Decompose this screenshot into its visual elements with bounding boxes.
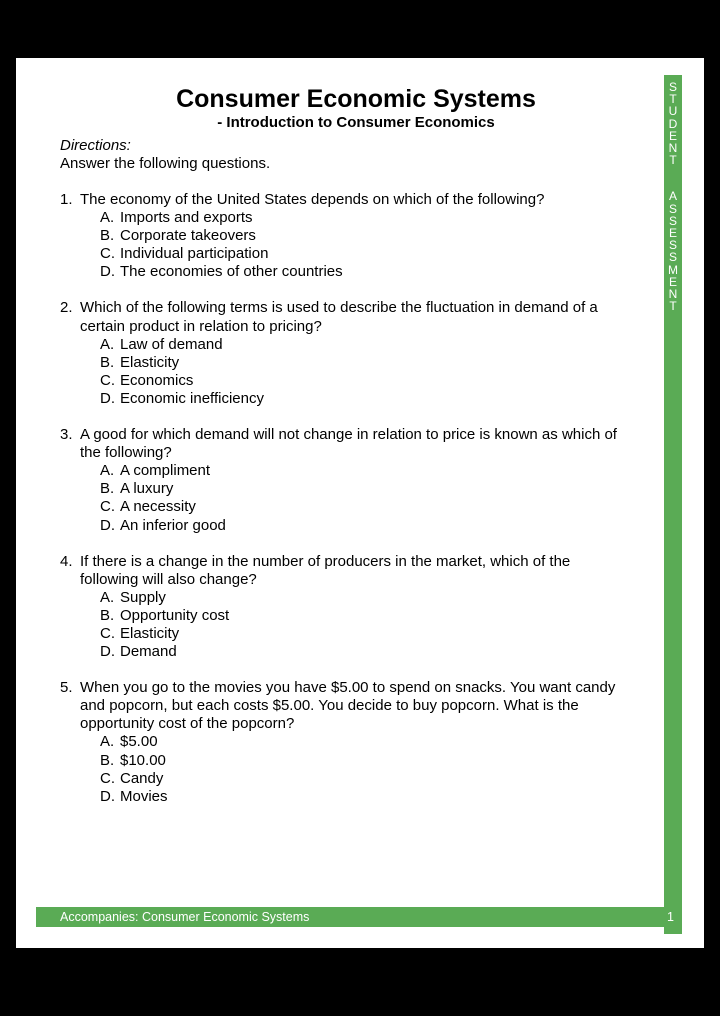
- option-letter: A.: [100, 209, 115, 227]
- question-text: A good for which demand will not change in relation to price is known as which of the following?: [80, 426, 617, 462]
- answer-option: [80, 752, 660, 770]
- option-text: Corporate takeovers: [120, 227, 256, 245]
- option-letter: B.: [100, 606, 115, 624]
- side-letter: S: [668, 201, 677, 216]
- answer-option: [80, 263, 660, 281]
- option-text: Law of demand: [120, 335, 223, 353]
- answer-option: [80, 733, 660, 751]
- option-letter: A.: [100, 588, 115, 606]
- page-subtitle: - Introduction to Consumer Economics: [217, 114, 495, 131]
- answer-option: [80, 462, 660, 480]
- answer-option: [80, 390, 660, 408]
- side-letter: U: [668, 104, 678, 119]
- side-letter: E: [668, 274, 677, 289]
- answer-option: [80, 517, 660, 535]
- answer-option: [80, 498, 660, 516]
- option-letter: D.: [100, 643, 115, 661]
- option-text: Candy: [120, 769, 164, 787]
- question-body: [80, 299, 660, 408]
- side-letter: M: [668, 262, 678, 277]
- answer-option: [80, 245, 660, 263]
- option-text: Supply: [120, 588, 166, 606]
- student-assessment-label: [664, 81, 682, 312]
- option-text: Economic inefficiency: [120, 389, 264, 407]
- directions-label: Directions:: [60, 137, 131, 154]
- question-number: 5.: [60, 679, 73, 697]
- question-text: Which of the following terms is used to describe the fluctuation in demand of a certain product in relation to pricing?: [80, 299, 598, 335]
- side-letter: E: [668, 226, 677, 241]
- option-letter: D.: [100, 389, 115, 407]
- option-letter: C.: [100, 769, 115, 787]
- answer-option: [80, 209, 660, 227]
- question-item: [60, 426, 660, 535]
- question-item: [60, 191, 660, 281]
- option-text: A compliment: [120, 462, 211, 480]
- side-letter: T: [669, 299, 677, 314]
- answer-option: [80, 372, 660, 390]
- document-page: [16, 58, 704, 948]
- question-item: [60, 299, 660, 408]
- option-text: $10.00: [120, 751, 166, 769]
- question-number: 3.: [60, 426, 73, 444]
- option-text: Economics: [120, 371, 194, 389]
- answer-option: [80, 788, 660, 806]
- option-text: An inferior good: [120, 516, 226, 534]
- page-number: 1: [667, 910, 674, 924]
- page-title: Consumer Economic Systems: [176, 85, 536, 113]
- answer-option: [80, 480, 660, 498]
- answer-option: [80, 770, 660, 788]
- option-text: Opportunity cost: [120, 606, 230, 624]
- side-letter: T: [669, 153, 677, 168]
- side-letter: T: [669, 92, 677, 107]
- answer-option: [80, 643, 660, 661]
- question-number: 1.: [60, 191, 73, 208]
- answer-option: [80, 625, 660, 643]
- option-letter: B.: [100, 751, 115, 769]
- directions-text: Answer the following questions.: [60, 155, 271, 172]
- question-body: [80, 553, 660, 662]
- side-letter: S: [668, 80, 677, 94]
- question-text: If there is a change in the number of producers in the market, which of the following will also change?: [80, 552, 571, 588]
- option-text: Elasticity: [120, 353, 180, 371]
- side-letter: D: [668, 116, 678, 131]
- option-text: Demand: [120, 643, 177, 661]
- question-text: The economy of the United States depends on which of the following?: [80, 191, 545, 208]
- option-text: A luxury: [120, 480, 174, 498]
- option-letter: D.: [100, 263, 115, 281]
- option-letter: D.: [100, 787, 115, 805]
- option-text: The economies of other countries: [120, 263, 343, 281]
- answer-option: [80, 354, 660, 372]
- option-text: Movies: [120, 787, 168, 805]
- option-text: Imports and exports: [120, 209, 253, 227]
- question-item: [60, 553, 660, 662]
- question-text: When you go to the movies you have $5.00 to spend on snacks. You want candy and popcorn, but each costs $5.00. You decide to buy popcorn. What is the opportunity cost of the popcorn?: [80, 679, 616, 733]
- answer-option: [80, 589, 660, 607]
- question-body: [80, 679, 660, 806]
- side-letter: E: [668, 128, 677, 143]
- option-text: A necessity: [120, 498, 196, 516]
- question-body: [80, 426, 660, 535]
- question-item: [60, 679, 660, 806]
- footer-text: Accompanies: Consumer Economic Systems: [60, 910, 310, 924]
- answer-option: [80, 607, 660, 625]
- side-letter: N: [668, 287, 678, 302]
- question-number: 2.: [60, 299, 73, 317]
- side-letter: S: [668, 250, 677, 265]
- option-letter: C.: [100, 245, 115, 263]
- option-letter: B.: [100, 227, 115, 245]
- option-letter: C.: [100, 498, 115, 516]
- option-text: $5.00: [120, 733, 158, 751]
- option-letter: B.: [100, 353, 115, 371]
- option-letter: A.: [100, 335, 115, 353]
- option-letter: D.: [100, 516, 115, 534]
- answer-option: [80, 336, 660, 354]
- side-bar: [664, 75, 682, 934]
- option-letter: A.: [100, 462, 115, 480]
- option-text: Individual participation: [120, 245, 269, 263]
- question-number: 4.: [60, 552, 73, 570]
- side-letter: S: [668, 213, 677, 228]
- option-text: Elasticity: [120, 624, 180, 642]
- answer-option: [80, 227, 660, 245]
- option-letter: C.: [100, 371, 115, 389]
- footer-bar: [36, 907, 682, 927]
- side-letter: A: [668, 189, 677, 204]
- question-body: [80, 191, 660, 281]
- side-letter: S: [668, 238, 677, 253]
- question-list: [60, 191, 660, 824]
- side-letter: N: [668, 141, 678, 156]
- option-letter: B.: [100, 480, 115, 498]
- option-letter: A.: [100, 733, 115, 751]
- option-letter: C.: [100, 624, 115, 642]
